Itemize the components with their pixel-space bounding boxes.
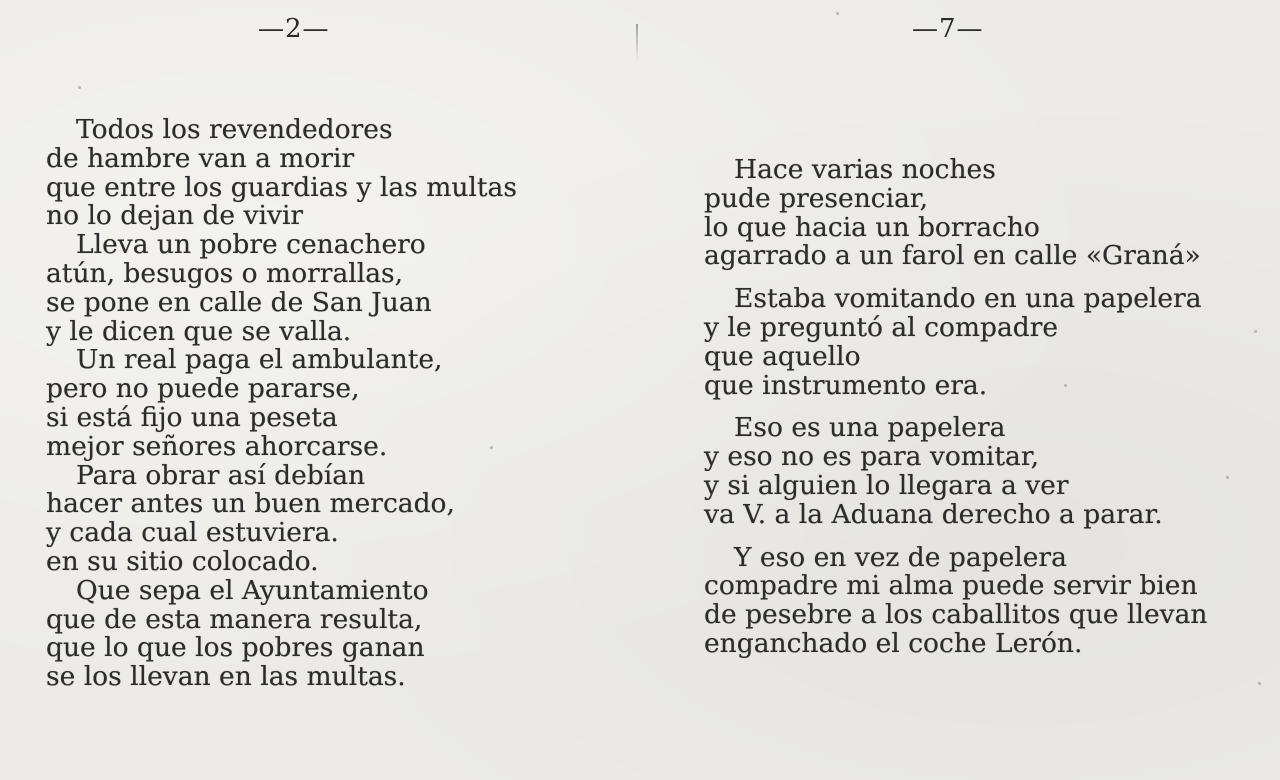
verse-line: que lo que los pobres ganan [46, 632, 425, 664]
right-page [640, 0, 1280, 780]
verse-line: Lleva un pobre cenachero [76, 229, 426, 261]
scan-speck [1254, 330, 1257, 333]
verse-line: y si alguien lo llegara a ver [704, 469, 1069, 501]
verse-line: se pone en calle de San Juan [46, 286, 432, 318]
verse-line: que aquello [704, 340, 861, 372]
verse-line: hacer antes un buen mercado, [46, 488, 455, 520]
verse-line: Que sepa el Ayuntamiento [76, 574, 429, 606]
verse-line: Hace varias noches [734, 154, 996, 185]
left-verse-block [46, 116, 517, 692]
verse-line: pero no puede pararse, [46, 373, 360, 405]
right-page-number: —7— [912, 14, 984, 44]
verse-line: que entre los guardias y las multas [46, 171, 517, 203]
verse-line: que de esta manera resulta, [46, 603, 423, 635]
verse-line: que instrumento era. [704, 369, 988, 401]
scan-speck [1064, 384, 1067, 387]
verse-line: Todos los revendedores [76, 114, 393, 145]
scan-speck [78, 86, 81, 89]
verse-line: y le preguntó al compadre [704, 311, 1059, 343]
scan-speck [1226, 476, 1229, 479]
verse-line: lo que hacia un borracho [704, 211, 1040, 243]
verse-line: pude presenciar, [704, 182, 929, 214]
verse-line: y eso no es para vomitar, [704, 441, 1040, 473]
verse-line: de hambre van a morir [46, 142, 355, 174]
verse-line: Y eso en vez de papelera [734, 541, 1067, 573]
verse-line: compadre mi alma puede servir bien [704, 570, 1198, 602]
scan-speck [1258, 682, 1261, 685]
verse-line: mejor señores ahorcarse. [46, 430, 388, 462]
verse-line: va V. a la Aduana derecho a parar. [704, 498, 1163, 530]
verse-line: enganchado el coche Lerón. [704, 627, 1083, 659]
left-page-number: —2— [258, 14, 330, 44]
scan-speck [836, 12, 839, 15]
verse-line: agarrado a un farol en calle «Graná» [704, 240, 1201, 272]
verse-line: Para obrar así debían [76, 459, 366, 491]
verse-line: Un real paga el ambulante, [76, 344, 443, 376]
verse-line: Estaba vomitando en una papelera [734, 283, 1202, 315]
verse-line: se los llevan en las multas. [46, 661, 406, 693]
verse-line: y cada cual estuviera. [46, 517, 339, 549]
verse-line: Eso es una papelera [734, 412, 1006, 444]
scan-speck [490, 446, 493, 449]
verse-line: atún, besugos o morrallas, [46, 257, 404, 289]
right-verse-block [704, 156, 1207, 659]
verse-line: si está fijo una peseta [46, 401, 338, 433]
verse-line: de pesebre a los caballitos que llevan [704, 599, 1208, 631]
verse-line: y le dicen que se valla. [46, 315, 352, 347]
verse-line: en su sitio colocado. [46, 545, 319, 577]
verse-line: no lo dejan de vivir [46, 200, 304, 232]
